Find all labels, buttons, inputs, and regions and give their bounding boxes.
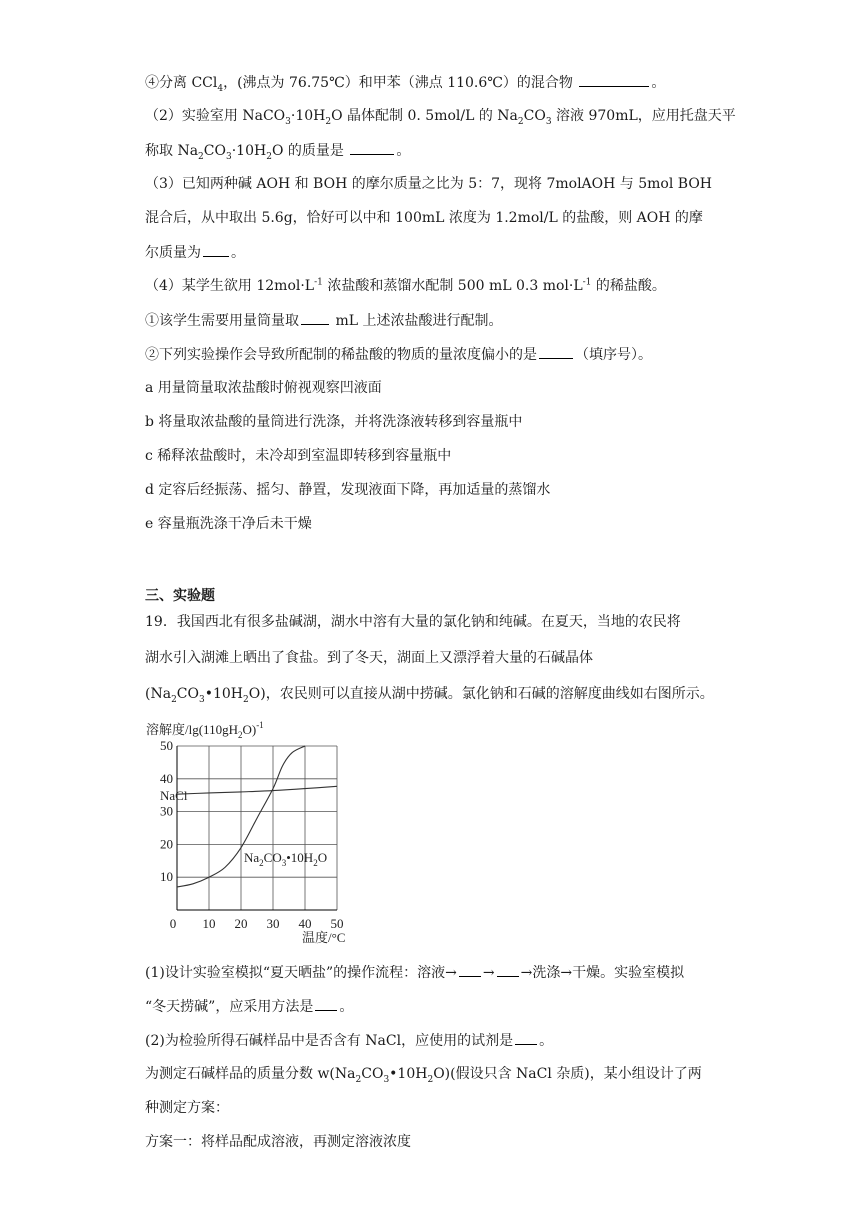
answer-blank[interactable] — [497, 962, 519, 977]
question-line: 19．我国西北有很多盐碱湖，湖水中溶有大量的氯化钠和纯碱。在夏天，当地的农民将 — [145, 614, 681, 630]
question-line: ④分离 CCl$_4$，(沸点为 76.75℃）和甲苯（沸点 110.6℃）的混合物 。 — [145, 72, 665, 93]
x-tick-label: 20 — [234, 916, 248, 931]
x-tick-label: 40 — [298, 916, 312, 931]
question-line: (2)为检验所得石碱样品中是否含有 NaCl，应使用的试剂是 。 — [145, 1030, 553, 1051]
answer-blank[interactable] — [350, 140, 394, 155]
answer-blank[interactable] — [203, 242, 229, 257]
question-line: 为测定石碱样品的质量分数 $w(Na_2CO_3•10H_2O)$(假设只含 NaCl 杂质)，某小组设计了两 — [145, 1066, 702, 1085]
question-line: 混合后，从中取出 5.6g，恰好可以中和 100mL 浓度为 1.2mol/L 的盐酸，则 AOH 的摩 — [145, 210, 703, 226]
question-line: “冬天捞碱”，应采用方法是 。 — [145, 996, 353, 1017]
chart-grid — [177, 746, 337, 910]
chart-xlabel: 温度/°C — [302, 930, 346, 945]
y-tick-label: 50 — [160, 738, 173, 753]
question-line: （2）实验室用 $NaCO_3\cdot 10H_2O$ 晶体配制 0. 5mol/L 的 $Na_2CO_3$ 溶液 970mL，应用托盘天平 — [145, 108, 736, 127]
chart-axes — [177, 746, 337, 910]
x-tick-label: 0 — [169, 916, 177, 931]
question-line: 尔质量为 。 — [145, 242, 245, 263]
answer-blank[interactable] — [539, 344, 573, 359]
x-tick-label: 10 — [202, 916, 216, 931]
answer-blank[interactable] — [301, 310, 329, 325]
question-line: ①该学生需要用量筒量取 mL 上述浓盐酸进行配制。 — [145, 310, 502, 331]
chart-tick-labels — [160, 738, 344, 931]
answer-blank[interactable] — [315, 996, 337, 1011]
option-c: c 稀释浓盐酸时，未冷却到室温即转移到容量瓶中 — [145, 448, 452, 464]
question-line: （4）某学生欲用 $12mol\cdot L^{-1}$ 浓盐酸和蒸馏水配制 500 mL 0.3 $mol\cdot L^{-1}$ 的稀盐酸。 — [145, 277, 666, 294]
option-e: e 容量瓶洗涤干净后未干燥 — [145, 516, 312, 532]
x-tick-label: 30 — [266, 916, 280, 931]
question-line: (1)设计实验室模拟“夏天晒盐”的操作流程：溶液→ → →洗涤→干燥。实验室模拟 — [145, 962, 684, 983]
option-a: a 用量筒量取浓盐酸时俯视观察凹液面 — [145, 380, 382, 396]
question-line: 湖水引入湖滩上晒出了食盐。到了冬天，湖面上又漂浮着大量的石碱晶体 — [145, 650, 593, 666]
y-tick-label: 10 — [160, 869, 173, 885]
section-heading: 三、实验题 — [145, 588, 215, 604]
question-line: $(Na_2CO_3•10H_2O)$，农民则可以直接从湖中捞碱。氯化钠和石碱的溶解度曲线如右图所示。 — [145, 686, 714, 705]
option-d: d 定容后经振荡、摇匀、静置，发现液面下降，再加适量的蒸馏水 — [145, 482, 551, 498]
solubility-chart — [142, 716, 352, 948]
answer-blank[interactable] — [579, 72, 649, 87]
series-label-na2co3: $Na_2CO_3•10H_2O$ — [244, 850, 328, 868]
question-line: （3）已知两种碱 AOH 和 BOH 的摩尔质量之比为 5：7，现将 7molAOH 与 5mol BOH — [145, 176, 713, 192]
question-line: 方案一：将样品配成溶液，再测定溶液浓度 — [145, 1134, 411, 1150]
series-line-nacl — [177, 786, 337, 794]
question-line: 称取 $Na_2CO_3\cdot 10H_2O$ 的质量是 。 — [145, 140, 410, 161]
y-tick-label: 20 — [160, 836, 173, 852]
answer-blank[interactable] — [515, 1030, 537, 1045]
chart-ylabel: 溶解度$/\lg(110gH_2O)^{-1}$ — [146, 720, 264, 740]
answer-blank[interactable] — [459, 962, 481, 977]
x-tick-label: 50 — [330, 916, 344, 931]
series-label-nacl: NaCl — [160, 788, 188, 803]
y-tick-label: 40 — [160, 770, 173, 786]
option-b: b 将量取浓盐酸的量筒进行洗涤，并将洗涤液转移到容量瓶中 — [145, 414, 523, 430]
question-line: ②下列实验操作会导致所配制的稀盐酸的物质的量浓度偏小的是 （填序号）。 — [145, 344, 652, 365]
y-tick-label: 30 — [160, 803, 173, 819]
question-line: 种测定方案： — [145, 1100, 229, 1116]
